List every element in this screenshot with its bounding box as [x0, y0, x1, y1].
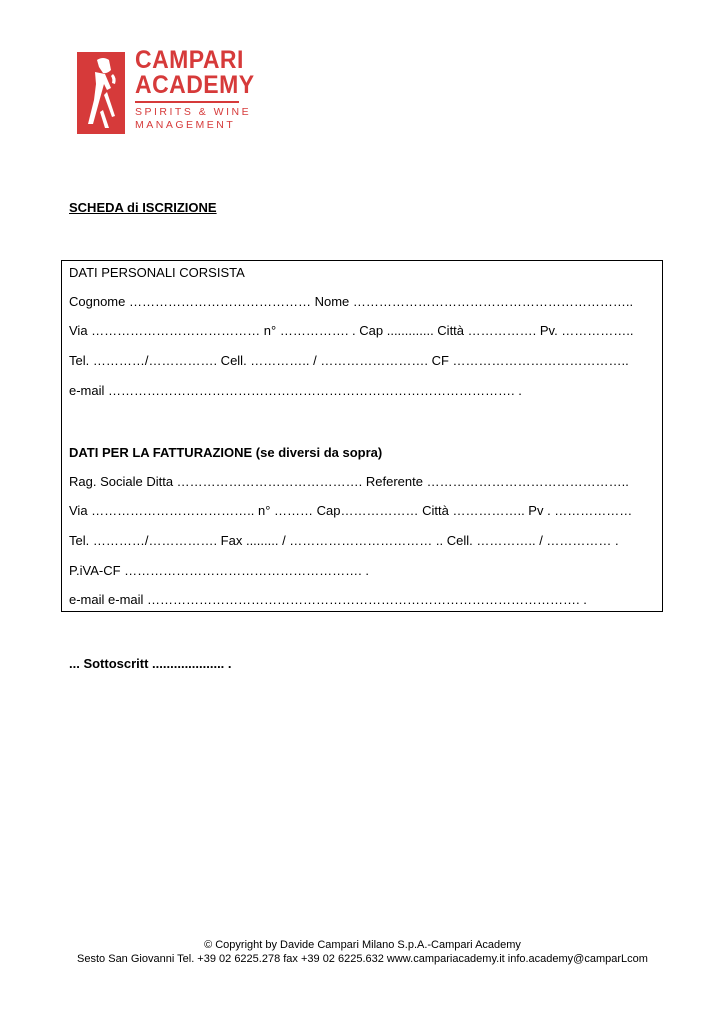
personal-address-field[interactable]: Via ………………………………… n° ……………. . Cap ............. Città ……………. Pv. …………….. — [69, 323, 634, 338]
logo-line-management: MANAGEMENT — [135, 119, 236, 131]
logo-rule — [135, 101, 239, 103]
billing-company-field[interactable]: Rag. Sociale Ditta ……………………………………. Referente ……………………………………….. — [69, 474, 629, 489]
personal-name-field[interactable]: Cognome …………………………………… Nome ……………………………………………………….. — [69, 294, 634, 309]
billing-phone-field[interactable]: Tel. …………/……………. Fax ......... / …………………………… .. Cell. ………….. / …………… . — [69, 533, 619, 548]
personal-email-field[interactable]: e-mail …………………………………………………………………………………. . — [69, 383, 522, 398]
billing-section-heading: DATI PER LA FATTURAZIONE (se diversi da sopra) — [69, 445, 383, 460]
campari-academy-logo — [77, 46, 255, 136]
campari-figure-icon — [77, 52, 125, 134]
personal-section-heading: DATI PERSONALI CORSISTA — [69, 265, 245, 280]
logo-line-spirits: SPIRITS & WINE — [135, 106, 252, 118]
logo-line-academy: ACADEMY — [135, 71, 255, 99]
billing-vat-field[interactable]: P.iVA-CF ………………………………………………. . — [69, 563, 369, 578]
footer-copyright: © Copyright by Davide Campari Milano S.p.A.-Campari Academy — [204, 939, 521, 951]
billing-email-field[interactable]: e-mail e-mail ………………………………………………………………………………………. . — [69, 592, 587, 607]
personal-phone-field[interactable]: Tel. …………/……………. Cell. ………….. / ……………………. CF ………………………………….. — [69, 353, 629, 368]
billing-address-field[interactable]: Via ……………………………….. n° ……… Cap……………… Città …………….. Pv . ……………… — [69, 503, 633, 518]
registration-form — [61, 260, 663, 612]
brand-text — [135, 48, 265, 132]
footer-contacts: Sesto San Giovanni Tel. +39 02 6225.278 fax +39 02 6225.632 www.campariacademy.it info.academy@camparLcom — [77, 953, 648, 965]
logo-line-campari: CAMPARI — [135, 46, 244, 74]
signature-field[interactable]: ... Sottoscritt .................... . — [69, 656, 232, 671]
page-title: SCHEDA di ISCRIZIONE — [69, 200, 217, 215]
